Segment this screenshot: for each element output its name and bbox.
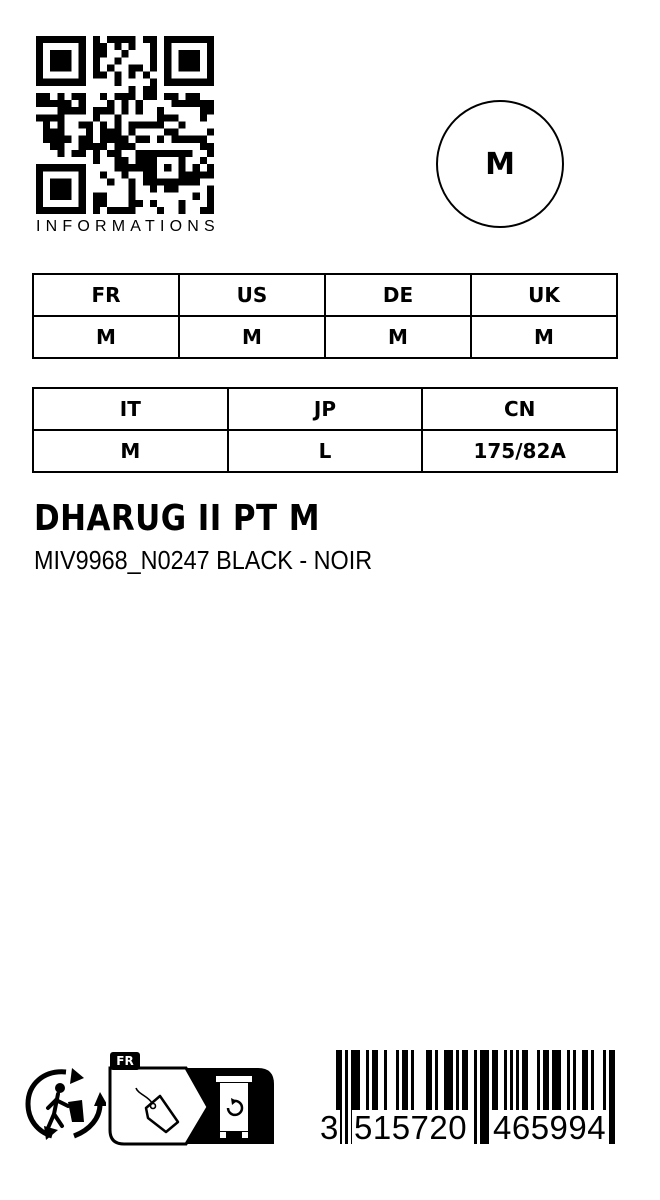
- barcode-first-digit: 3: [320, 1109, 339, 1146]
- size-value-cn: 175/82A: [422, 430, 617, 472]
- size-badge: M: [436, 100, 564, 228]
- size-value-jp: L: [228, 430, 423, 472]
- size-conversion-table-2: [32, 387, 618, 473]
- sorting-country-code: FR: [116, 1054, 134, 1068]
- size-value-us: M: [179, 316, 325, 358]
- size-header-fr: FR: [33, 274, 179, 316]
- size-value-uk: M: [471, 316, 617, 358]
- table-value-row: [33, 430, 617, 472]
- table-header-row: [33, 274, 617, 316]
- triman-recycling-icon: [22, 1066, 106, 1142]
- product-name: DHARUG II PT M: [34, 498, 320, 539]
- size-value-de: M: [325, 316, 471, 358]
- size-conversion-table-1: [32, 273, 618, 359]
- size-header-us: US: [179, 274, 325, 316]
- table-value-row: [33, 316, 617, 358]
- qr-caption: INFORMATIONS: [36, 218, 220, 235]
- recycling-bin-icon: [216, 1076, 252, 1138]
- size-header-de: DE: [325, 274, 471, 316]
- size-header-it: IT: [33, 388, 228, 430]
- size-value-it: M: [33, 430, 228, 472]
- table-header-row: [33, 388, 617, 430]
- qr-code: [36, 36, 214, 214]
- size-header-cn: CN: [422, 388, 617, 430]
- size-value-fr: M: [33, 316, 179, 358]
- barcode-left-digits: 515720: [354, 1109, 468, 1146]
- size-header-jp: JP: [228, 388, 423, 430]
- size-header-uk: UK: [471, 274, 617, 316]
- product-reference: MIV9968_N0247 BLACK - NOIR: [34, 545, 373, 575]
- barcode-right-digits: 465994: [493, 1109, 607, 1146]
